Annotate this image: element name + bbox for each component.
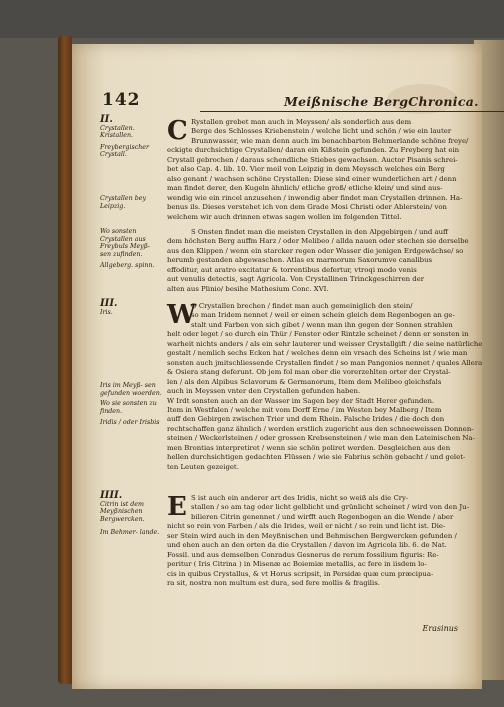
margin-note: Freybergischer Crystall. (100, 143, 150, 159)
drop-capital: W (167, 300, 197, 330)
text-line: so man Iridem nennet / weil er einen schein gleich dem Regenbogen an ge- (191, 311, 455, 320)
book-cover-left (58, 36, 72, 684)
text-line: alten aus Plinio/ besihe Mathesium Conc. XVI. (167, 284, 329, 293)
text-line: Crystall gebrochen / daraus schendliche Stiebes gewachsen. Auctor Pisanis schrei- (167, 155, 458, 164)
section-number: IIII. (100, 490, 123, 501)
margin-note: Citrin ist dem Meyßnischen Bergwercken. (100, 500, 145, 523)
text-line: S ist auch ein anderer art des Iridis, nicht so weiß als die Cry- (191, 494, 409, 502)
margin-notes-section-2 (100, 116, 162, 213)
margin-note: Iris. (100, 308, 113, 316)
catchword: Erasinus (422, 624, 458, 633)
text-line: cis in quibus Crystallus, & vt Horus scripsit, in Persidæ quæ cum præcipua- (167, 569, 434, 578)
margin-note: Wo sonsten Crystallen aus Freybuls Meyß- sen zufinden. (100, 228, 151, 258)
margin-note: Allgeberg. spinn. (100, 262, 155, 270)
section-number: III. (100, 298, 118, 309)
text-line: W Irdt sonsten auch an der Wasser im Sagen bey der Stadt Herer gefunden. (167, 396, 435, 405)
text-line: steinen / Weckerlsteinen / oder grossen Krebsensteinen / wie man den Lateinischen Na- (167, 434, 475, 443)
margin-notes-crystal-sources (100, 228, 162, 273)
text-line: stalt und Farben von sich gibet / wenn man ihn gegen der Sonnen strahlen (191, 320, 453, 329)
drop-capital: E (167, 492, 187, 522)
text-line: benus ils. Dieses verstehet ich von dem Grade Mosi Christi oder Ablerstein/ von (167, 203, 447, 212)
section-number: II. (100, 114, 113, 125)
drop-capital: C (167, 116, 188, 146)
text-line: auch in Meyssen vnter den Crystallen gefunden haben. (167, 387, 361, 396)
text-line: S Onsten findet man die meisten Crystallen in den Alpgebirgen / und auff (191, 228, 448, 236)
text-line: welchem wir auch drinnen etwas sagen wollen im folgenden Tittel. (167, 212, 402, 221)
text-line: men Brontias interpretiret / wenn sie schön poliret werden. Desgleichen aus den (167, 443, 451, 452)
text-line: aut venulis detectis, sagt Agricola. Von Crystallinen Trinckgeschirren der (167, 275, 425, 284)
text-line: Berge des Schlosses Kriebenstein / welche licht und schön / wie ein lauter (191, 127, 452, 136)
text-line: ser Stein wird auch in den Meyßnischen und Behmischen Bergwercken gefunden / (167, 531, 457, 540)
crystal-sources-text (167, 228, 504, 294)
text-line: dem höchsten Berg auffm Harz / oder Melibeo / allda nauen oder stechen sie derselbe (167, 237, 469, 246)
text-line: auff den Gebirgen zwischen Trier und dem Rhein. Falsche Irides / die doch den (167, 415, 445, 424)
text-line: Item in Westfalen / welche mit vom Dorff Erne / im Westen bey Malberg / Item (167, 405, 442, 414)
text-line: & Osiera stang deferunt. Ob jem fol man ober die vorerzehlten orter der Crystal- (167, 368, 451, 377)
text-line: warheit nichts anders / als ein sehr lauterer und weisser Crystallgift / die seine natürliche (167, 339, 483, 348)
book-page (72, 44, 482, 689)
text-line: gestalt / nemlich sechs Ecken hat / welches denn ein vrsach des Scheins ist / wie man (167, 349, 468, 358)
margin-notes-section-4 (100, 492, 162, 540)
margin-note: Crystallen bey Leipzig. (100, 194, 147, 210)
background-top (0, 0, 504, 38)
margin-note: Crystallen. Kristallen. (100, 124, 135, 140)
text-line: stallen / so am tag oder licht gelblicht und grünlicht scheinet / wird von den Ju- (191, 503, 469, 512)
text-line: Brunnwasser, wie man denn auch im benachbarten Behmerlande schöne freye/ (191, 136, 469, 145)
text-line: O Crystallen brechen / findet man auch gemeiniglich den stein/ (191, 302, 413, 310)
running-title: Meißnische BergChronica. (284, 94, 479, 109)
text-line: helt oder leget / so durch ein Thür / Fenster oder Rintzle scheinet / denn er sonsten in (167, 330, 469, 339)
section-2-text (167, 118, 504, 222)
text-line: len / als den Alpibus Sclavorum & Germanorum, Item dem Melibeo gleichsfals (167, 377, 442, 386)
section-4-text (167, 494, 504, 589)
margin-note: Iris im Meyß- sen gefunden woerden. (100, 382, 162, 397)
margin-note: Iridis / oder Irisbis (100, 418, 160, 426)
text-line: herumb gestanden abgewaschen. Atlas ex marmorum Saxorumve canalibus (167, 256, 433, 265)
text-line: nicht so rein von Farben / als die Irides, weil er nicht / so rein und licht ist. Die- (167, 522, 446, 531)
text-line: sonsten auch jmitschliessende Crystallen findet / so man Pangonios nennet / quales Allera (167, 358, 483, 367)
margin-note: Im Behmer- lande. (100, 529, 160, 537)
margin-note: Wo sie sonsten zu finden. (100, 400, 157, 415)
header-rule (200, 111, 504, 112)
text-line: peritur ( Iris Citrina ) in Misenæ ac Boiemiæ metallis, ac fere in iisdem lo- (167, 560, 427, 569)
text-line: wendig wie ein rincel anzusehen / inwendig aber findet man Crystallen drinnen. Ha- (167, 193, 463, 202)
text-line: eckigte durchsichtige Crystallen/ daran ein Kißstein gefunden. Zu Freyberg hat ein (167, 146, 460, 155)
page-number: 142 (102, 90, 141, 110)
text-line: rechtschaffen ganz ähnlich / werden erstlich zugericht aus den schneeweissen Donnen- (167, 424, 474, 433)
text-line: bilieren Citrin genennet / und wirfft auch Regenbogen an die Wende / aber (191, 512, 454, 521)
text-line: ten Leuten gezeiget. (167, 462, 239, 471)
margin-notes-section-3 (100, 300, 162, 429)
text-line: ra sit, nostra non multum est dura, sed fere mollis & fragilis. (167, 579, 380, 588)
section-3-text (167, 302, 504, 472)
text-line: Fossil. und aus demselben Conradus Gesnerus de rerum fossilium figuris: Re- (167, 550, 439, 559)
text-line: und ehen auch an den orten da die Crystallen / davon im Agricola lib. 6. de Nat. (167, 541, 447, 550)
text-line: also genant / wachsen schöne Crystallen: Diese sind einer wunderlichen art / denn (167, 174, 457, 183)
text-line: aus den Klippen / wenn ein starcker regen oder Wasser die jenigen Erdgewächse/ so (167, 246, 464, 255)
text-line: hellen durchsichtigen gedachten Flüssen / wie sie Fabrius schön gebacht / und gelet- (167, 453, 466, 462)
text-line: bet also Cap. 4. lib. 10. Vier meil von Leipzig in dem Meyssch welches ein Berg (167, 165, 445, 174)
text-line: Rystallen grebet man auch in Meyssen/ als sonderlich aus dem (191, 118, 412, 126)
text-line: effoditur, aut aratro excitatur & torrentibus defertur, vtroqi modo venis (167, 265, 417, 274)
text-line: man findet derer, den Kugeln ähnlich/ etliche groß/ etliche klein/ und sind aus- (167, 184, 443, 193)
